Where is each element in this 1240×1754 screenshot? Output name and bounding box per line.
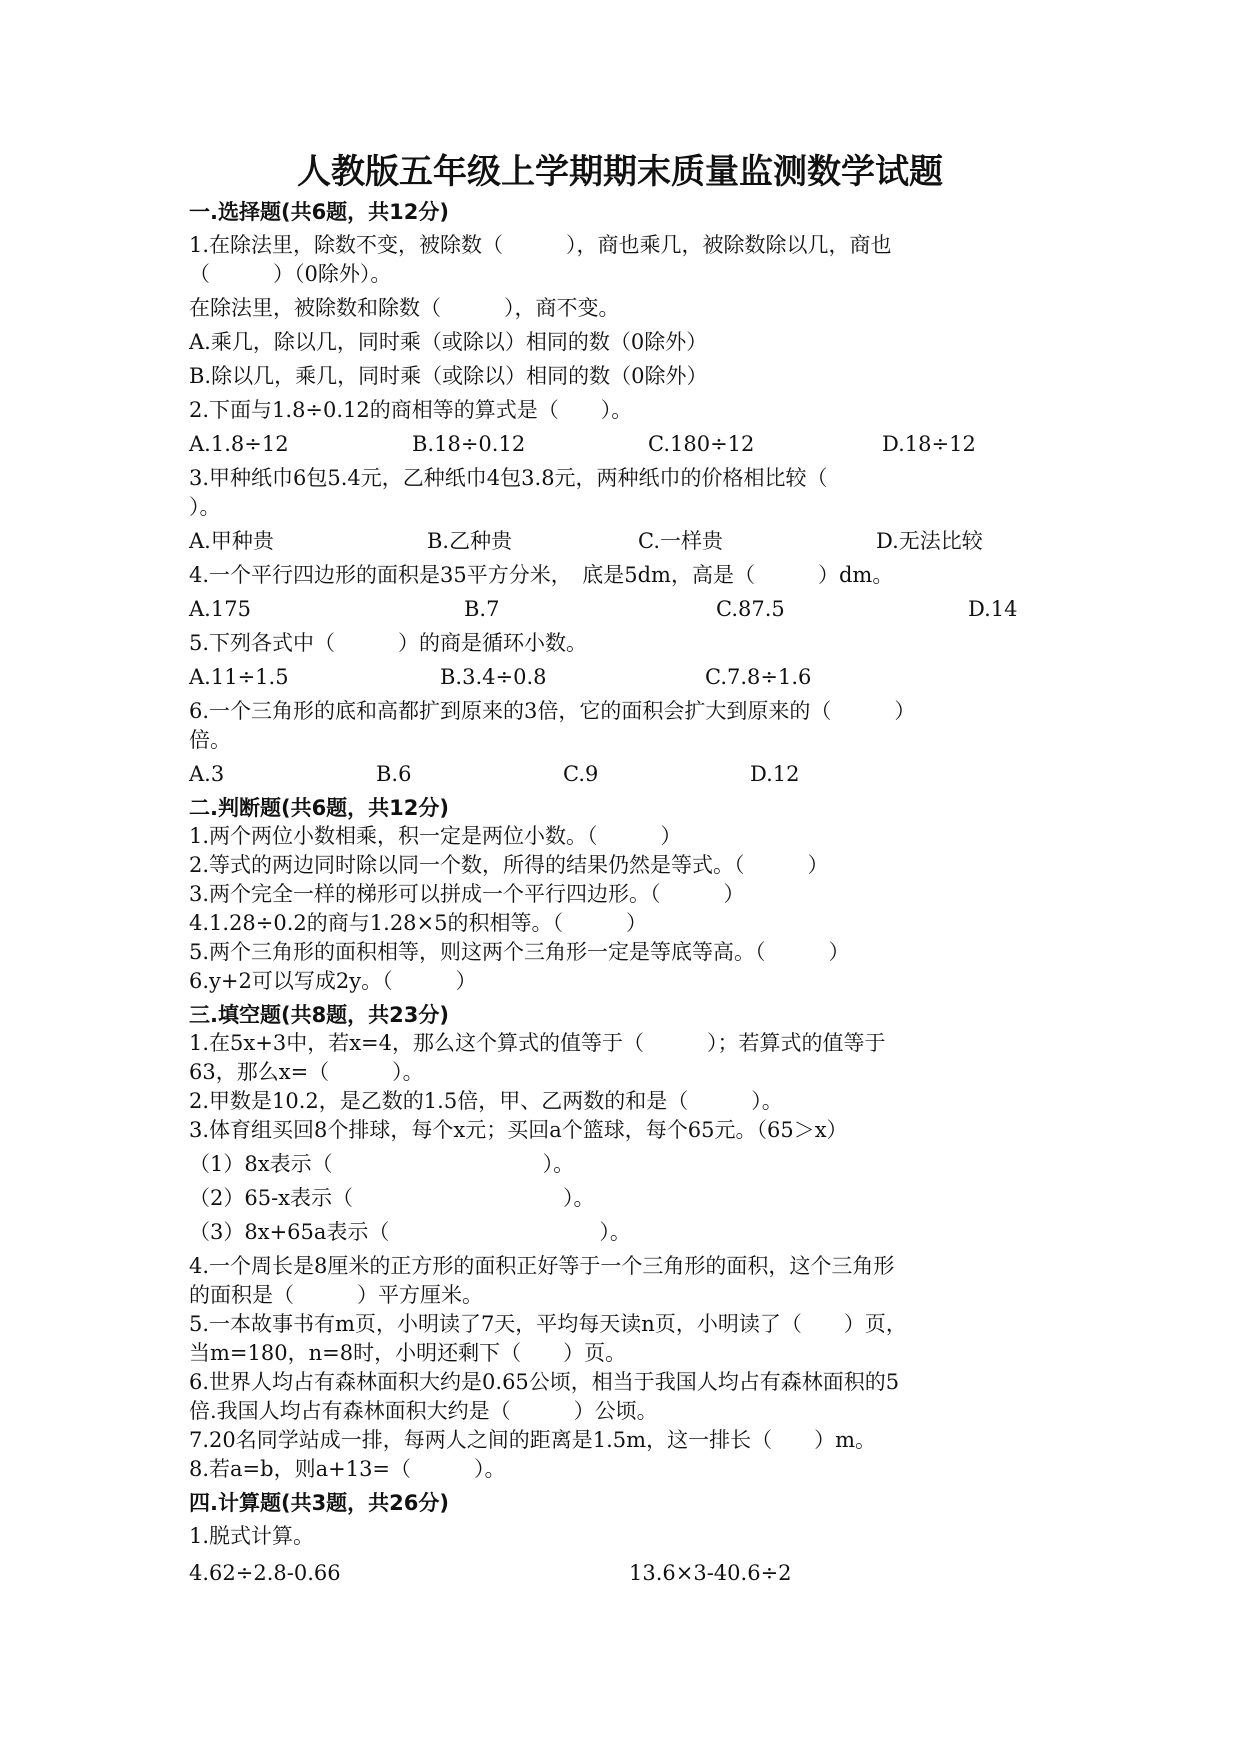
section-1-heading: 一.选择题(共6题，共12分) bbox=[189, 200, 450, 224]
s1-q2-option-b: B.18÷0.12 bbox=[412, 432, 526, 456]
s3-q5-line1: 5.一本故事书有m页，小明读了7天，平均每天读n页，小明读了（ ）页， bbox=[189, 1312, 907, 1336]
s1-q1-option-a: A.乘几，除以几，同时乘（或除以）相同的数（0除外） bbox=[189, 330, 708, 354]
s3-q6-line1: 6.世界人均占有森林面积大约是0.65公顷，相当于我国人均占有森林面积的5 bbox=[189, 1370, 900, 1394]
s1-q4-option-b: B.7 bbox=[464, 597, 500, 621]
s4-expression-2: 13.6×3-40.6÷2 bbox=[629, 1561, 792, 1585]
s1-q1-line3: 在除法里，被除数和除数（ ），商不变。 bbox=[189, 296, 620, 320]
s4-expressions bbox=[189, 1559, 1069, 1588]
s3-q8: 8.若a=b，则a+13=（ ）。 bbox=[189, 1457, 506, 1481]
s1-q6-line2: 倍。 bbox=[189, 728, 231, 752]
s1-q6-option-c: C.9 bbox=[563, 762, 599, 786]
s1-q6-options bbox=[189, 760, 1069, 789]
s2-item-2: 2.等式的两边同时除以同一个数，所得的结果仍然是等式。（ ） bbox=[189, 853, 829, 877]
s1-q6-line1: 6.一个三角形的底和高都扩到原来的3倍，它的面积会扩大到原来的（ ） bbox=[189, 699, 916, 723]
s1-q4: 4.一个平行四边形的面积是35平方分米， 底是5dm，高是（ ）dm。 bbox=[189, 563, 894, 587]
s3-q3: 3.体育组买回8个排球，每个x元；买回a个篮球，每个65元。（65＞x） bbox=[189, 1118, 848, 1142]
s3-q4-line2: 的面积是（ ）平方厘米。 bbox=[189, 1283, 483, 1307]
section-4-heading: 四.计算题(共3题，共26分) bbox=[189, 1491, 450, 1515]
s4-q1: 1.脱式计算。 bbox=[189, 1524, 315, 1548]
s1-q3-option-d: D.无法比较 bbox=[876, 529, 983, 553]
s3-q3-sub2: （2）65-x表示（ ）。 bbox=[189, 1186, 595, 1210]
s3-q1-line2: 63，那么x=（ ）。 bbox=[189, 1060, 424, 1084]
s1-q6-option-b: B.6 bbox=[376, 762, 412, 786]
s3-q3-sub1: （1）8x表示（ ）。 bbox=[189, 1152, 575, 1176]
s1-q3-line2: ）。 bbox=[189, 495, 221, 519]
s3-q3-sub3: （3）8x+65a表示（ ）。 bbox=[189, 1220, 631, 1244]
s1-q3-option-c: C.一样贵 bbox=[638, 529, 723, 553]
s1-q3-option-a: A.甲种贵 bbox=[189, 529, 274, 553]
s1-q4-option-a: A.175 bbox=[189, 597, 251, 621]
s1-q5-option-a: A.11÷1.5 bbox=[189, 665, 289, 689]
s2-item-1: 1.两个两位小数相乘，积一定是两位小数。（ ） bbox=[189, 824, 682, 848]
s1-q4-option-d: D.14 bbox=[968, 597, 1018, 621]
s2-item-5: 5.两个三角形的面积相等，则这两个三角形一定是等底等高。（ ） bbox=[189, 940, 850, 964]
s3-q1-line1: 1.在5x+3中，若x=4，那么这个算式的值等于（ ）；若算式的值等于 bbox=[189, 1031, 886, 1055]
section-3-heading: 三.填空题(共8题，共23分) bbox=[189, 1003, 450, 1027]
s2-item-3: 3.两个完全一样的梯形可以拼成一个平行四边形。（ ） bbox=[189, 882, 745, 906]
exam-title: 人教版五年级上学期期末质量监测数学试题 bbox=[297, 152, 943, 192]
s3-q4-line1: 4.一个周长是8厘米的正方形的面积正好等于一个三角形的面积，这个三角形 bbox=[189, 1254, 895, 1278]
s3-q5-line2: 当m=180，n=8时，小明还剩下（ ）页。 bbox=[189, 1341, 627, 1365]
s3-q2: 2.甲数是10.2，是乙数的1.5倍，甲、乙两数的和是（ ）。 bbox=[189, 1089, 783, 1113]
s1-q6-option-a: A.3 bbox=[189, 762, 225, 786]
s1-q5-options bbox=[189, 663, 1069, 692]
s1-q3-options bbox=[189, 527, 1069, 556]
s4-expression-1: 4.62÷2.8-0.66 bbox=[189, 1561, 341, 1585]
s1-q5: 5.下列各式中（ ）的商是循环小数。 bbox=[189, 631, 588, 655]
s1-q2-option-d: D.18÷12 bbox=[882, 432, 976, 456]
s1-q4-options bbox=[189, 595, 1069, 624]
s1-q5-option-b: B.3.4÷0.8 bbox=[440, 665, 547, 689]
s1-q1-option-b: B.除以几，乘几，同时乘（或除以）相同的数（0除外） bbox=[189, 364, 708, 388]
s3-q6-line2: 倍.我国人均占有森林面积大约是（ ）公顷。 bbox=[189, 1399, 658, 1423]
s1-q2-option-a: A.1.8÷12 bbox=[189, 432, 289, 456]
s1-q1-line2: （ ）（0除外）。 bbox=[189, 262, 392, 286]
s1-q4-option-c: C.87.5 bbox=[716, 597, 785, 621]
s1-q2-options bbox=[189, 430, 1069, 459]
s1-q3-option-b: B.乙种贵 bbox=[427, 529, 513, 553]
s1-q3-line1: 3.甲种纸巾6包5.4元，乙种纸巾4包3.8元，两种纸巾的价格相比较（ bbox=[189, 466, 828, 490]
s1-q2-option-c: C.180÷12 bbox=[648, 432, 755, 456]
exam-content bbox=[189, 198, 1069, 1588]
s1-q6-option-d: D.12 bbox=[750, 762, 800, 786]
s2-item-6: 6.y+2可以写成2y。（ ） bbox=[189, 969, 477, 993]
section-2-heading: 二.判断题(共6题，共12分) bbox=[189, 796, 450, 820]
s1-q2: 2.下面与1.8÷0.12的商相等的算式是（ ）。 bbox=[189, 398, 633, 422]
s2-item-4: 4.1.28÷0.2的商与1.28×5的积相等。（ ） bbox=[189, 911, 647, 935]
s1-q5-option-c: C.7.8÷1.6 bbox=[705, 665, 812, 689]
s1-q1-line1: 1.在除法里，除数不变，被除数（ ），商也乘几，被除数除以几，商也 bbox=[189, 233, 892, 257]
s3-q7: 7.20名同学站成一排，每两人之间的距离是1.5m，这一排长（ ）m。 bbox=[189, 1428, 876, 1452]
